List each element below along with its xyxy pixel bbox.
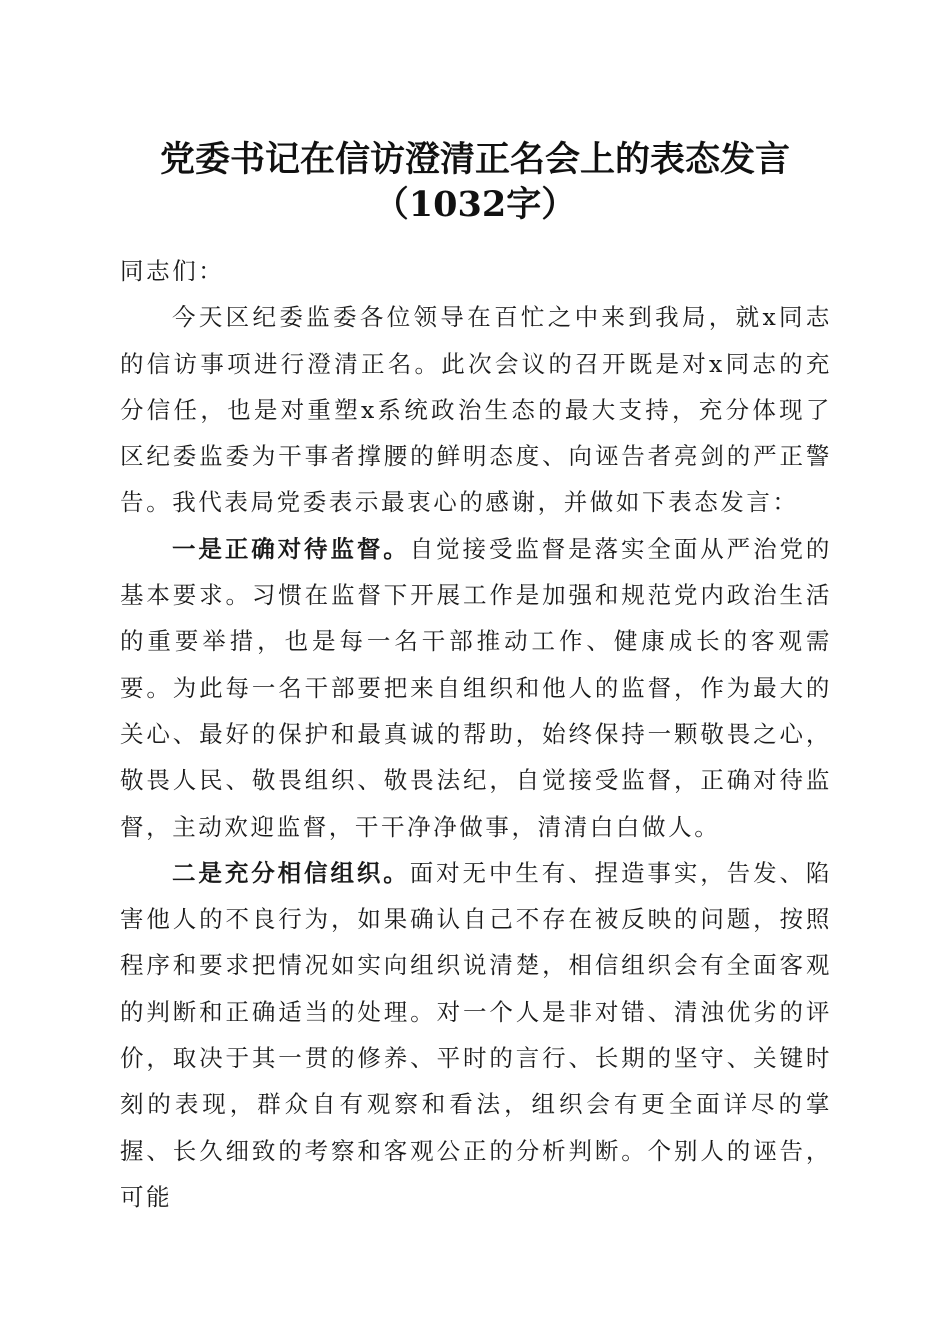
paragraph-intro	[120, 294, 832, 525]
paragraph-lead: 二是充分相信组织。	[172, 858, 410, 887]
paragraph-point-two	[120, 850, 832, 1220]
paragraph-text: 自觉接受监督是落实全面从严治党的基本要求。习惯在监督下开展工作是加强和规范党内政治生活的重要举措，也是每一名干部推动工作、健康成长的客观需要。为此每一名干部要把来自组织和他人的监督，作为最大的关心、最好的保护和最真诚的帮助，始终保持一颗敬畏之心，敬畏人民、敬畏组织、敬畏法纪，自觉接受监督，正确对待监督，主动欢迎监督，干干净净做事，清清白白做人。	[120, 534, 832, 841]
salutation: 同志们：	[120, 257, 225, 285]
document-subtitle-word-count: （1032字）	[373, 184, 577, 225]
document-body	[120, 248, 832, 1220]
paragraph-lead: 一是正确对待监督。	[172, 534, 410, 563]
paragraph-text: 今天区纪委监委各位领导在百忙之中来到我局，就x同志的信访事项进行澄清正名。此次会议的召开既是对x同志的充分信任，也是对重塑x系统政治生态的最大支持，充分体现了区纪委监委为干事者撑腰的鲜明态度、向诬告者亮剑的严正警告。我代表局党委表示最衷心的感谢，并做如下表态发言：	[120, 303, 832, 517]
paragraph-text: 面对无中生有、捏造事实，告发、陷害他人的不良行为，如果确认自己不存在被反映的问题，按照程序和要求把情况如实向组织说清楚，相信组织会有全面客观的判断和正确适当的处理。对一个人是非对错、清浊优劣的评价，取决于其一贯的修养、平时的言行、长期的坚守、关键时刻的表现，群众自有观察和看法，组织会有更全面详尽的掌握、长久细致的考察和客观公正的分析判断。个别人的诬告，可能	[120, 858, 832, 1211]
paragraph-point-one	[120, 526, 832, 850]
document-title: 党委书记在信访澄清正名会上的表态发言	[159, 139, 790, 180]
